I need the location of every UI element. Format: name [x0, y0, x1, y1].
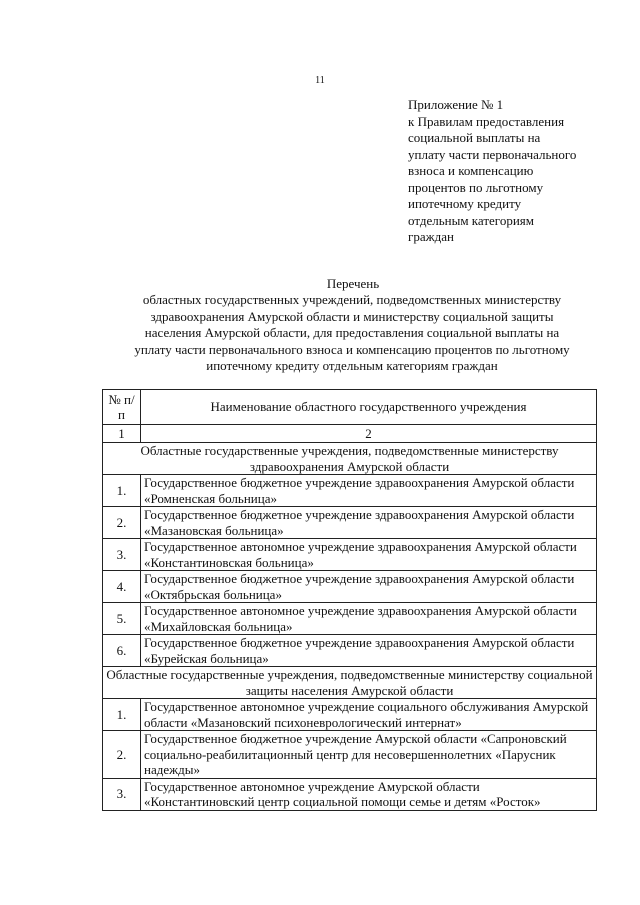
- appendix-line: уплату части первоначального: [408, 146, 577, 162]
- institution-name: Государственное автономное учреждение социального обслуживания Амурской области «Мазановский психоневрологический интернат»: [141, 699, 597, 731]
- subtitle-line: областных государственных учреждений, подведомственных министерству: [142, 292, 562, 307]
- section-header-social: [103, 667, 597, 699]
- table-row: [103, 699, 597, 731]
- row-number: 1.: [103, 475, 141, 507]
- section-title: Областные государственные учреждения, подведомственные министерству социальной защиты населения Амурской области: [103, 667, 597, 699]
- row-number: 5.: [103, 603, 141, 635]
- table-row: [103, 539, 597, 571]
- institution-name: Государственное бюджетное учреждение здравоохранения Амурской области «Ромненская больница»: [141, 475, 597, 507]
- institution-name: Государственное бюджетное учреждение здравоохранения Амурской области «Мазановская больница»: [141, 507, 597, 539]
- table-row: [103, 571, 597, 603]
- appendix-line: граждан: [408, 229, 454, 244]
- column-number: 2: [141, 425, 597, 443]
- institution-name: Государственное бюджетное учреждение здравоохранения Амурской области «Октябрьская больница»: [141, 571, 597, 603]
- subtitle-line: уплату части первоначального взноса и компенсацию процентов по льготному: [134, 341, 570, 357]
- appendix-line: отдельным категориям: [408, 212, 534, 228]
- row-number: 2.: [103, 507, 141, 539]
- document-title: Перечень: [326, 276, 380, 291]
- table-row: [103, 475, 597, 507]
- header-number: № п/п: [103, 390, 141, 425]
- appendix-line: процентов по льготному: [408, 179, 544, 195]
- page-number: 11: [315, 75, 325, 86]
- institution-name: Государственное бюджетное учреждение Амурской области «Сапроновский социально-реабилитационный центр для несовершеннолетних «Парусник надежды»: [141, 731, 597, 779]
- subtitle-line: ипотечному кредиту отдельным категориям граждан: [206, 358, 498, 373]
- section-header-health: [103, 443, 597, 475]
- row-number: 1.: [103, 699, 141, 731]
- subtitle-line: здравоохранения Амурской области и министерству социальной защиты: [150, 308, 554, 324]
- appendix-note: [408, 97, 608, 246]
- institutions-table: [102, 389, 597, 811]
- column-number: 1: [103, 425, 141, 443]
- section-title: Областные государственные учреждения, подведомственные министерству здравоохранения Амурской области: [103, 443, 597, 475]
- subtitle-line: населения Амурской области, для предоставления социальной выплаты на: [144, 325, 560, 340]
- row-number: 2.: [103, 731, 141, 779]
- row-number: 4.: [103, 571, 141, 603]
- institution-name: Государственное бюджетное учреждение здравоохранения Амурской области «Бурейская больница»: [141, 635, 597, 667]
- table-row: [103, 635, 597, 667]
- row-number: 3.: [103, 539, 141, 571]
- column-number-row: [103, 425, 597, 443]
- appendix-line: Приложение № 1: [408, 97, 504, 112]
- header-name: Наименование областного государственного учреждения: [141, 390, 597, 425]
- institution-name: Государственное автономное учреждение здравоохранения Амурской области «Михайловская больница»: [141, 603, 597, 635]
- row-number: 6.: [103, 635, 141, 667]
- appendix-line: социальной выплаты на: [408, 130, 541, 145]
- document-subtitle: [104, 292, 600, 375]
- appendix-line: к Правилам предоставления: [408, 113, 565, 129]
- table-row: [103, 603, 597, 635]
- appendix-line: ипотечному кредиту: [408, 196, 522, 211]
- row-number: 3.: [103, 778, 141, 810]
- table-row: [103, 507, 597, 539]
- table-header-row: [103, 390, 597, 425]
- appendix-line: взноса и компенсацию: [408, 163, 534, 178]
- institution-name: Государственное автономное учреждение здравоохранения Амурской области «Константиновская больница»: [141, 539, 597, 571]
- institution-name: Государственное автономное учреждение Амурской области «Константиновский центр социальной помощи семье и детям «Росток»: [141, 778, 597, 810]
- table-row: [103, 731, 597, 779]
- table-row: [103, 778, 597, 810]
